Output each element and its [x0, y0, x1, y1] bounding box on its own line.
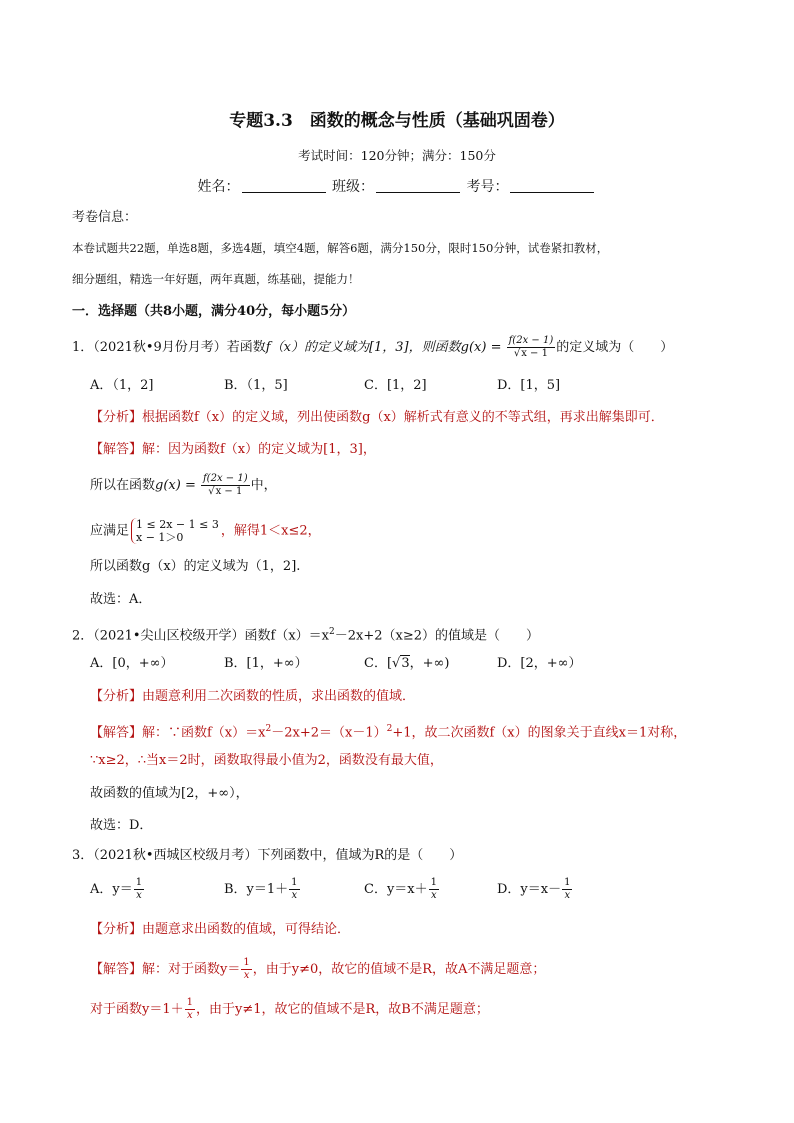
q2-option-d[interactable]: D．[2，+∞） — [497, 656, 582, 671]
page-title: 专题3.3 函数的概念与性质（基础巩固卷） — [229, 111, 565, 131]
q1-stem: 1．（2021秋•9月份月考）若函数f（x）的定义域为[1，3]，则函数g(x) = $\frac{f(2x - 1)}{√x - 1}$ 的定义域为（ ） — [72, 335, 674, 359]
q3-option-c[interactable]: C．y＝x＋ $\frac{1}{x}$ — [364, 877, 437, 901]
q1-answer-line-4: 所以函数g（x）的定义域为（1，2]. — [90, 559, 301, 574]
q3-answer-line-2: 对于函数y＝1＋ $\frac{1}{x}$ ，由于y≠1，故它的值域不是R，故B不满足题意； — [90, 997, 489, 1021]
id-field[interactable] — [510, 178, 594, 193]
q1-fraction: $\frac{f(2x - 1)}{√x - 1}$ — [508, 335, 554, 359]
class-label: 班级： — [332, 179, 374, 195]
q3-option-d[interactable]: D．y＝x－ $\frac{1}{x}$ — [497, 877, 571, 901]
q2-answer-line-3: 故函数的值域为[2，+∞）， — [90, 786, 249, 801]
q1-answer-line-1: 【解答】解：因为函数f（x）的定义域为[1，3]， — [90, 442, 376, 457]
q3-stem: 3．（2021秋•西城区校级月考）下列函数中，值域为R的是（ ） — [72, 848, 463, 863]
q1-answer-line-2: 所以在函数g(x) = $\frac{f(2x - 1)}{√x - 1}$ 中， — [90, 473, 277, 497]
q2-analysis: 【分析】由题意利用二次函数的性质，求出函数的值域． — [90, 689, 416, 704]
section-heading: 一．选择题（共8小题，满分40分，每小题5分） — [72, 304, 356, 319]
inequality-system: 1 ≤ 2x − 1 ≤ 3 x − 1＞0 — [131, 518, 219, 544]
q1-answer-line-5: 故选：A． — [90, 592, 152, 607]
q2-stem: 2．（2021•尖山区校级开学）函数$f(x)=x^2-2x+2(x\ge 2)$的值域是（ ） — [72, 627, 539, 644]
exam-info: 考试时间：120分钟；满分：150分 — [298, 148, 496, 163]
info-line-2: 细分题组，精选一年好题，两年真题，练基础，提能力！ — [72, 272, 360, 286]
q1-option-b[interactable]: B．（1，5] — [224, 378, 288, 393]
q3-option-b[interactable]: B．y＝1＋ $\frac{1}{x}$ — [224, 877, 298, 901]
q3-answer-line-1: 【解答】解：对于函数y＝ $\frac{1}{x}$ ，由于y≠0，故它的值域不是R，故A不满足题意； — [90, 957, 546, 981]
name-field[interactable] — [242, 178, 326, 193]
name-label: 姓名： — [197, 179, 240, 195]
q2-answer-line-4: 故选：D． — [90, 818, 153, 833]
q2-option-b[interactable]: B．[1，+∞） — [224, 656, 308, 671]
q1-answer-line-3: 应满足 1 ≤ 2x − 1 ≤ 3 x − 1＞0 ，解得1＜x≤2， — [90, 518, 321, 544]
q1-option-a[interactable]: A．（1，2] — [90, 378, 154, 393]
id-label: 考号： — [466, 179, 509, 195]
q3-option-a[interactable]: A．y＝ $\frac{1}{x}$ — [90, 877, 143, 901]
q1-option-d[interactable]: D．[1，5] — [497, 378, 561, 393]
q2-answer-line-1: 【解答】解：∵函数$f(x)=x^2-2x+2=(x-1)^2+1$，故二次函数f（x）的图象关于直线x＝1对称， — [90, 724, 687, 741]
info-label: 考卷信息： — [72, 210, 138, 225]
q2-answer-line-2: ∵x≥2，∴当x＝2时，函数取得最小值为2，函数没有最大值， — [90, 753, 443, 768]
q2-option-c[interactable]: C．[√3，+∞) — [364, 656, 450, 671]
q3-analysis: 【分析】由题意求出函数的值域，可得结论． — [90, 922, 351, 937]
class-field[interactable] — [376, 178, 460, 193]
q1-analysis: 【分析】根据函数f（x）的定义域，列出使函数g（x）解析式有意义的不等式组，再求出解集即可． — [90, 410, 664, 425]
student-info-row — [0, 176, 794, 196]
q2-option-a[interactable]: A．[0，+∞） — [90, 656, 174, 671]
q1-option-c[interactable]: C．[1，2] — [364, 378, 427, 393]
info-line-1: 本卷试题共22题，单选8题，多选4题，填空4题，解答6题，满分150分，限时150分钟，试卷紧扣教材， — [72, 241, 609, 255]
